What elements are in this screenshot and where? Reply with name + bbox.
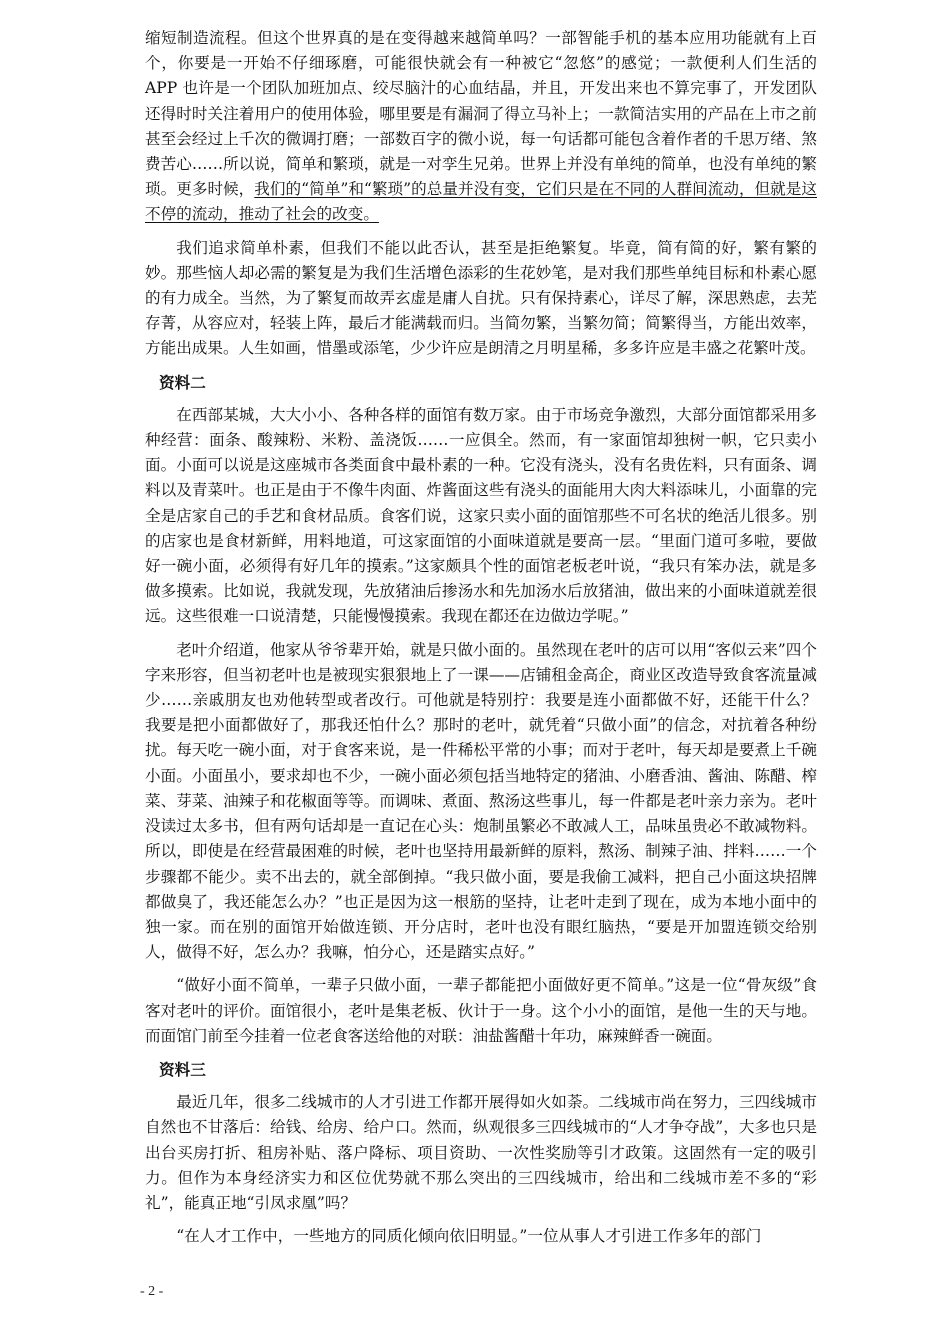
section-heading-material-2: 资料二 [159, 372, 206, 392]
underlined-sentence: 我们的“简单”和“繁琐”的总量并没有变，它们只是在不同的人群间流动，但就是这不停的流动，推动了社会的改变。 [145, 180, 817, 224]
paragraph-5: “做好小面不简单，一辈子只做小面，一辈子都能把小面做好更不简单。”这是一位“骨灰级”食客对老叶的评价。面馆很小，老叶是集老板、伙计于一身。这个小小的面馆，是他一生的天与地。而面馆门前至今挂着一位老食客送给他的对联：油盐酱醋十年功，麻辣鲜香一碗面。 [145, 976, 817, 1045]
page-number: - 2 - [140, 1284, 164, 1299]
document-body [145, 26, 817, 1257]
paragraph-1 [145, 26, 817, 228]
paragraph-2: 我们追求简单朴素，但我们不能以此否认，甚至是拒绝繁复。毕竟，简有简的好，繁有繁的妙。那些恼人却必需的繁复是为我们生活增色添彩的生花妙笔，是对我们那些单纯目标和朴素心愿的有力成全。当然，为了繁复而故弄玄虚是庸人自扰。只有保持素心，详尽了解，深思熟虑，去芜存菁，从容应对，轻装上阵，最后才能满载而归。当简勿繁，当繁勿简；简繁得当，方能出效率，方能出成果。人生如画，惜墨或添笔，少少许应是朗清之月明星稀，多多许应是丰盛之花繁叶茂。 [145, 238, 817, 358]
paragraph-7: “在人才工作中，一些地方的同质化倾向依旧明显。”一位从事人才引进工作多年的部门 [176, 1227, 762, 1246]
paragraph-3: 在西部某城，大大小小、各种各样的面馆有数万家。由于市场竞争激烈，大部分面馆都采用多种经营：面条、酸辣粉、米粉、盖浇饭……一应俱全。然而，有一家面馆却独树一帜，它只卖小面。小面可以说是这座城市各类面食中最朴素的一种。它没有浇头，没有名贵佐料，只有面条、调料以及青菜叶。也正是由于不像牛肉面、炸酱面这些有浇头的面能用大肉大料添味儿，小面靠的完全是店家自己的手艺和食材品质。食客们说，这家只卖小面的面馆那些不可名状的绝活儿很多。别的店家也是食材新鲜，用料地道，可这家面馆的小面味道就是要高一层。“里面门道可多啦，要做好一碗小面，必须得有好几年的摸索。”这家颇具个性的面馆老板老叶说，“我只有笨办法，就是多做多摸索。比如说，我就发现，先放猪油后掺汤水和先加汤水后放猪油，做出来的小面味道就差很远。这些很难一口说清楚，只能慢慢摸索。我现在都还在边做边学呢。” [145, 405, 817, 626]
paragraph-1-text: 缩短制造流程。但这个世界真的是在变得越来越简单吗？一部智能手机的基本应用功能就有上百个，你要是一开始不仔细琢磨，可能很快就会有一种被它“忽悠”的感觉；一款便利人们生活的 APP 也许是一个团队加班加点、绞尽脑汁的心血结晶，并且，开发出来也不算完事了，开发团队还得时时关注着用户的使用体验，哪里要是有漏洞了得立马补上；一款简洁实用的产品在上市之前甚至会经过上千次的微调打磨；一部数百字的微小说，每一句话都可能包含着作者的千思万绪、煞费苦心……所以说，简单和繁琐，就是一对孪生兄弟。世界上并没有单纯的简单，也没有单纯的繁琐。更多时候， [145, 29, 817, 199]
section-heading-material-3: 资料三 [159, 1059, 206, 1079]
paragraph-6: 最近几年，很多二线城市的人才引进工作都开展得如火如荼。二线城市尚在努力，三四线城市自然也不甘落后：给钱、给房、给户口。然而，纵观很多三四线城市的“人才争夺战”，大多也只是出台买房打折、租房补贴、落户降标、项目资助、一次性奖励等引才政策。这固然有一定的吸引力。但作为本身经济实力和区位优势就不那么突出的三四线城市，给出和二线城市差不多的“彩礼”，能真正地“引凤求凰”吗？ [145, 1093, 817, 1212]
paragraph-4: 老叶介绍道，他家从爷爷辈开始，就是只做小面的。虽然现在老叶的店可以用“客似云来”四个字来形容，但当初老叶也是被现实狠狠地上了一课——店铺租金高企，商业区改造导致食客流量减少……亲戚朋友也劝他转型或者改行。可他就是特别拧：我要是连小面都做不好，还能干什么？ 我要是把小面都做好了，那我还怕什么？那时的老叶，就凭着“只做小面”的信念，对抗着各种纷扰。每天吃一碗小面，对于食客来说，是一件稀松平常的小事；而对于老叶，每天却是要煮上千碗小面。小面虽小，要求却也不少，一碗小面必须包括当地特定的猪油、小磨香油、酱油、陈醋、榨菜、芽菜、油辣子和花椒面等等。而调味、煮面、熬汤这些事儿，每一件都是老叶亲力亲为。老叶没读过太多书，但有两句话却是一直记在心头：炮制虽繁必不敢减人工，品味虽贵必不敢减物料。所以，即使是在经营最困难的时候，老叶也坚持用最新鲜的原料，熬汤、制辣子油、拌料……一个步骤都不能少。卖不出去的，就全部倒掉。“我只做小面，要是我偷工减料，把自己小面这块招牌都做臭了，我还能怎么办？”也正是因为这一根筋的坚持，让老叶走到了现在，成为本地小面中的独一家。而在别的面馆开始做连锁、开分店时，老叶也没有眼红脑热，“要是开加盟连锁交给别人，做得不好，怎么办？我嘛，怕分心，还是踏实点好。” [145, 640, 817, 962]
